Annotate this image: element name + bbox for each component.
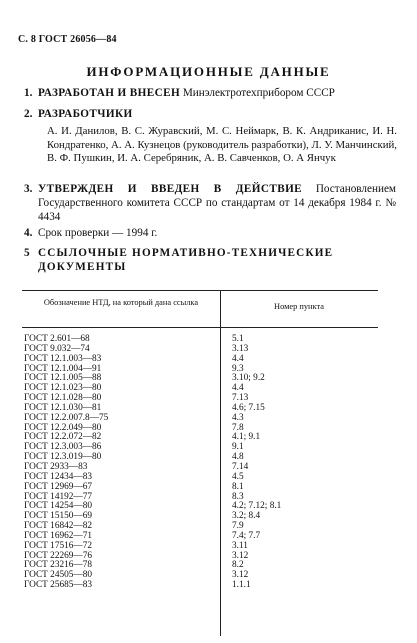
document-code: ГОСТ 12.1.030—81: [24, 402, 102, 413]
point-numbers: 9.3: [232, 363, 244, 374]
point-numbers: 3.13: [232, 343, 249, 354]
point-numbers: 7.14: [232, 461, 249, 472]
point-numbers: 8.1: [232, 481, 244, 492]
document-code: ГОСТ 22269—76: [24, 550, 93, 561]
document-code: ГОСТ 23216—78: [24, 560, 93, 571]
section-1: [24, 86, 396, 100]
point-numbers: 9.1: [232, 442, 244, 453]
point-numbers: 4.4: [232, 383, 244, 394]
table-body: [22, 335, 378, 591]
table-header-rule: [22, 327, 378, 328]
developers-list: А. И. Данилов, В. С. Журавский, М. С. Неймарк, В. К. Андриканис, И. Н. Кондратенко, А. А. Кузнецов (руководитель разработки), Л. У. Манчинский, В. Ф. Пушкин, И. А. Серебряник, А. В. Савченков, О. А Янчук: [47, 125, 397, 164]
point-numbers: 5.1: [232, 334, 244, 344]
section-text: Постановлением Государственного комитета СССР по стандартам от 14 декабря 1984 г. № 4434: [38, 183, 397, 223]
point-numbers: 1.1.1: [232, 580, 251, 591]
document-code: ГОСТ 14192—77: [24, 491, 93, 502]
section-number: 4.: [24, 227, 33, 239]
point-numbers: 3.12: [232, 570, 249, 581]
section-3: [24, 182, 396, 224]
section-2: [24, 107, 396, 121]
section-heading: РАЗРАБОТЧИКИ: [38, 108, 133, 120]
document-code: ГОСТ 15150—69: [24, 511, 93, 522]
document-code: ГОСТ 16842—82: [24, 521, 93, 532]
references-table: [22, 290, 378, 636]
page-title: ИНФОРМАЦИОННЫЕ ДАННЫЕ: [86, 64, 331, 79]
document-code: ГОСТ 25685—83: [24, 580, 93, 591]
point-numbers: 4.2; 7.12; 8.1: [232, 501, 282, 512]
table-header-document: Обозначение НТД, на который дана ссылка: [43, 298, 199, 307]
document-code: ГОСТ 16962—71: [24, 530, 93, 541]
document-code: ГОСТ 12.3.019—80: [24, 452, 102, 463]
point-numbers: 4.6; 7.15: [232, 402, 265, 413]
section-number: 5: [24, 247, 30, 259]
point-numbers: 3.12: [232, 550, 249, 561]
point-numbers: 8.2: [232, 560, 244, 571]
point-numbers: 4.5: [232, 471, 244, 482]
section-5: [24, 246, 396, 274]
point-numbers: 4.1; 9.1: [232, 432, 261, 443]
point-numbers: 4.3: [232, 412, 244, 423]
point-numbers: 4.8: [232, 452, 244, 463]
document-code: ГОСТ 14254—80: [24, 501, 93, 512]
point-numbers: 3.2; 8.4: [232, 511, 261, 522]
table-header-point: Номер пункта: [274, 302, 324, 311]
document-code: ГОСТ 12.3.003—86: [24, 442, 102, 453]
document-code: ГОСТ 12.1.005—88: [24, 373, 102, 384]
table-row: [22, 581, 378, 591]
section-heading: РАЗРАБОТАН И ВНЕСЕН: [38, 87, 181, 99]
section-text: Срок проверки — 1994 г.: [38, 227, 158, 239]
point-numbers: 7.9: [232, 521, 244, 532]
document-code: ГОСТ 12.1.023—80: [24, 383, 102, 394]
document-code: ГОСТ 2933—83: [24, 461, 88, 472]
table-top-rule: [22, 290, 378, 291]
point-numbers: 4.4: [232, 353, 244, 364]
section-number: 1.: [24, 87, 33, 99]
document-code: ГОСТ 24505—80: [24, 570, 93, 581]
section-heading: ССЫЛОЧНЫЕ НОРМАТИВНО-ТЕХНИЧЕСКИЕ ДОКУМЕНТЫ: [38, 247, 334, 273]
running-header: С. 8 ГОСТ 26056—84: [18, 34, 117, 45]
point-numbers: 3.11: [232, 540, 248, 551]
document-code: ГОСТ 17516—72: [24, 540, 93, 551]
document-code: ГОСТ 12.1.028—80: [24, 393, 102, 404]
section-heading: УТВЕРЖДЕН И ВВЕДЕН В ДЕЙСТВИЕ: [38, 183, 303, 195]
document-code: ГОСТ 12.2.049—80: [24, 422, 102, 433]
point-numbers: 7.4; 7.7: [232, 530, 261, 541]
point-numbers: 3.10; 9.2: [232, 373, 265, 384]
document-code: ГОСТ 12434—83: [24, 471, 93, 482]
document-code: ГОСТ 12969—67: [24, 481, 93, 492]
document-code: ГОСТ 12.2.007.8—75: [24, 412, 109, 423]
point-numbers: 7.8: [232, 422, 244, 433]
document-code: ГОСТ 2.601—68: [24, 334, 90, 344]
document-code: ГОСТ 9.032—74: [24, 343, 90, 354]
section-number: 2.: [24, 108, 33, 120]
document-code: ГОСТ 12.1.004—91: [24, 363, 102, 374]
section-number: 3.: [24, 183, 33, 195]
document-code: ГОСТ 12.2.072—82: [24, 432, 102, 443]
section-4: [24, 226, 396, 240]
section-text: Минэлектротехприбором СССР: [182, 87, 335, 99]
document-code: ГОСТ 12.1.003—83: [24, 353, 102, 364]
point-numbers: 7.13: [232, 393, 249, 404]
point-numbers: 8.3: [232, 491, 244, 502]
